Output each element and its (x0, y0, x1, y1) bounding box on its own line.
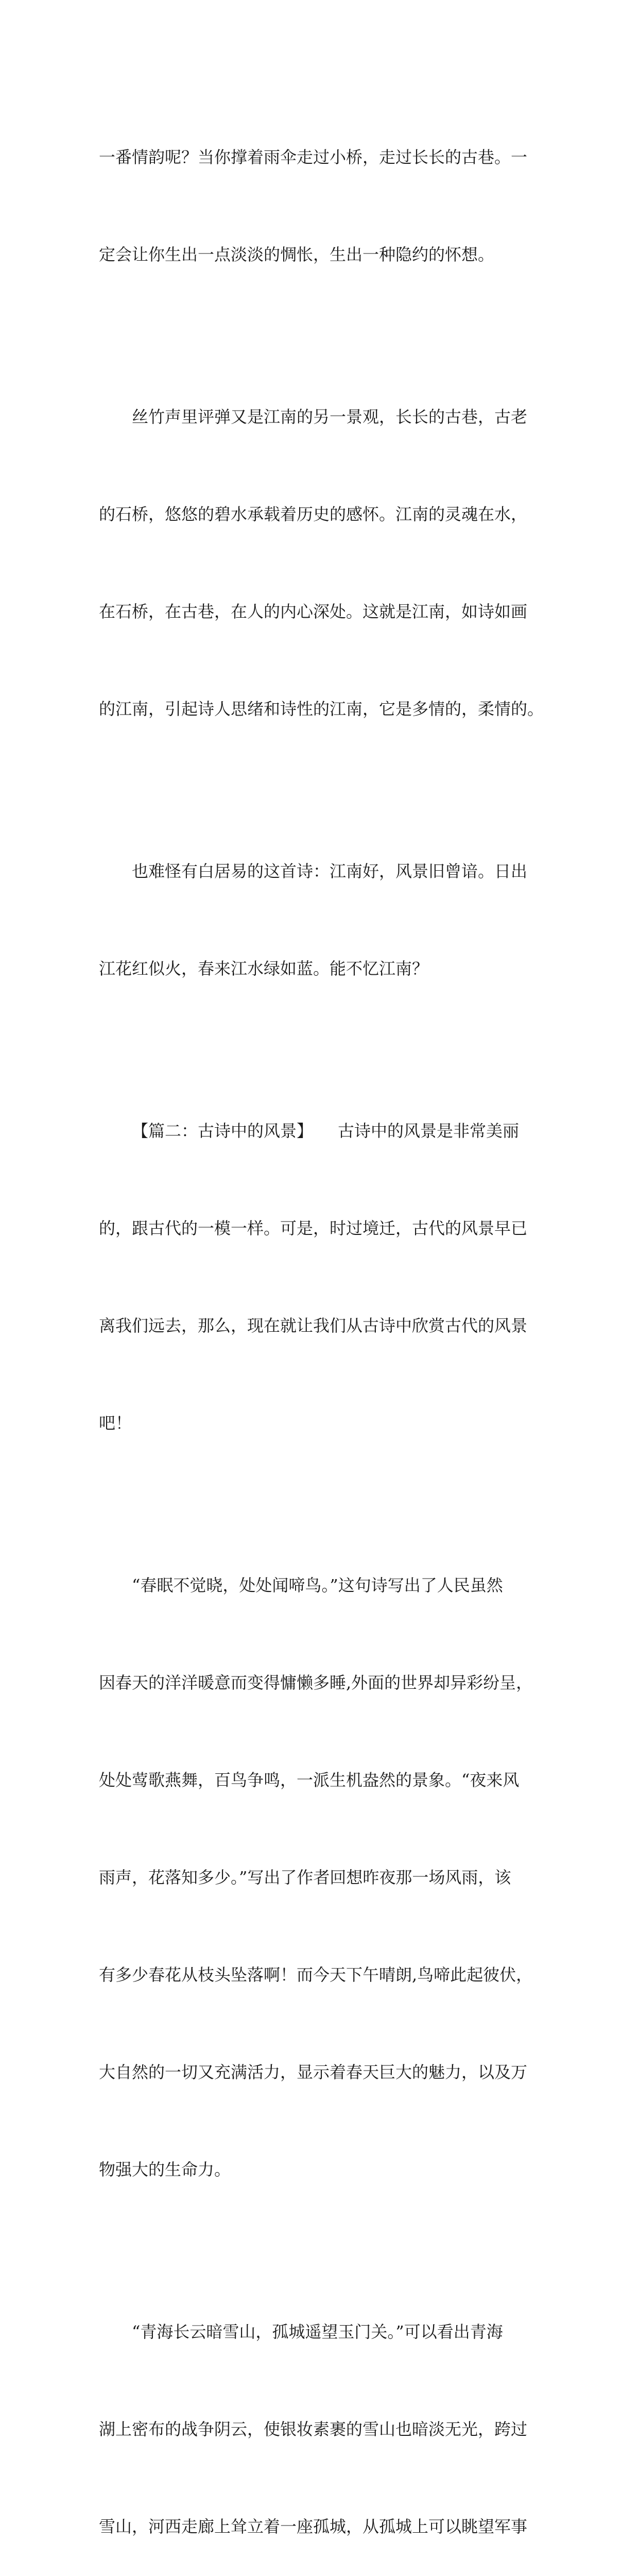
text-line: 物强大的生命力。 (99, 2160, 231, 2179)
text-line (99, 401, 552, 433)
text-line: 离我们远去，那么，现在就让我们从古诗中欣赏古代的风景 (99, 1316, 528, 1335)
paragraph-3 (99, 790, 552, 1050)
text-line-content: 也难怪有白居易的这首诗：江南好，风景旧曾谙。日出 (132, 861, 528, 881)
text-line: 雪山，河西走廊上耸立着一座孤城，从孤城上可以眺望军事 (99, 2517, 528, 2536)
text-line (99, 2316, 552, 2348)
text-line: 处处莺歌燕舞，百鸟争鸣，一派生机盎然的景象。“夜来风 (99, 1770, 520, 1790)
text-line (99, 855, 552, 888)
text-line: 的，跟古代的一模一样。可是，时过境迁，古代的风景早已 (99, 1218, 528, 1238)
text-line (99, 1569, 552, 1602)
text-line: 湖上密布的战争阴云，使银妆素裹的雪山也暗淡无光，跨过 (99, 2419, 528, 2439)
text-line: 的石桥，悠悠的碧水承载着历史的感怀。江南的灵魂在水， (99, 504, 528, 524)
text-line: 有多少春花从枝头坠落啊！而今天下午晴朗,鸟啼此起彼伏， (99, 1965, 533, 1985)
text-line: 雨声，花落知多少。”写出了作者回想昨夜那一场风雨，该 (99, 1868, 511, 1887)
paragraph-5 (99, 1504, 552, 2251)
paragraph-2 (99, 336, 552, 790)
text-line-content: 丝竹声里评弹又是江南的另一景观，长长的古巷，古老 (132, 407, 528, 427)
paragraph-6 (99, 2251, 552, 2576)
text-line: 的江南，引起诗人思绪和诗性的江南，它是多情的，柔情的。 (99, 699, 544, 719)
text-line: 大自然的一切又充满活力，显示着春天巨大的魅力，以及万 (99, 2062, 528, 2082)
text-line-content: 【篇二：古诗中的风景】 古诗中的风景是非常美丽 (132, 1121, 520, 1141)
paragraph-4 (99, 1050, 552, 1504)
text-line: 吧！ (99, 1413, 132, 1433)
document-body (99, 76, 552, 2576)
text-line-content: “春眠不觉晓，处处闻啼鸟。”这句诗写出了人民虽然 (132, 1575, 503, 1595)
text-line: 江花红似火，春来江水绿如蓝。能不忆江南？ (99, 959, 429, 978)
paragraph-1 (99, 76, 552, 336)
text-line: 因春天的洋洋暖意而变得慵懒多睡,外面的世界却异彩纷呈， (99, 1673, 533, 1692)
text-line-content: “青海长云暗雪山，孤城遥望玉门关。”可以看出青海 (132, 2322, 503, 2342)
text-line: 定会让你生出一点淡淡的惆怅，生出一种隐约的怀想。 (99, 245, 495, 264)
text-line: 一番情韵呢？当你撑着雨伞走过小桥，走过长长的古巷。一 (99, 147, 528, 167)
text-line: 在石桥，在古巷，在人的内心深处。这就是江南，如诗如画 (99, 602, 528, 621)
text-line (99, 1115, 552, 1147)
